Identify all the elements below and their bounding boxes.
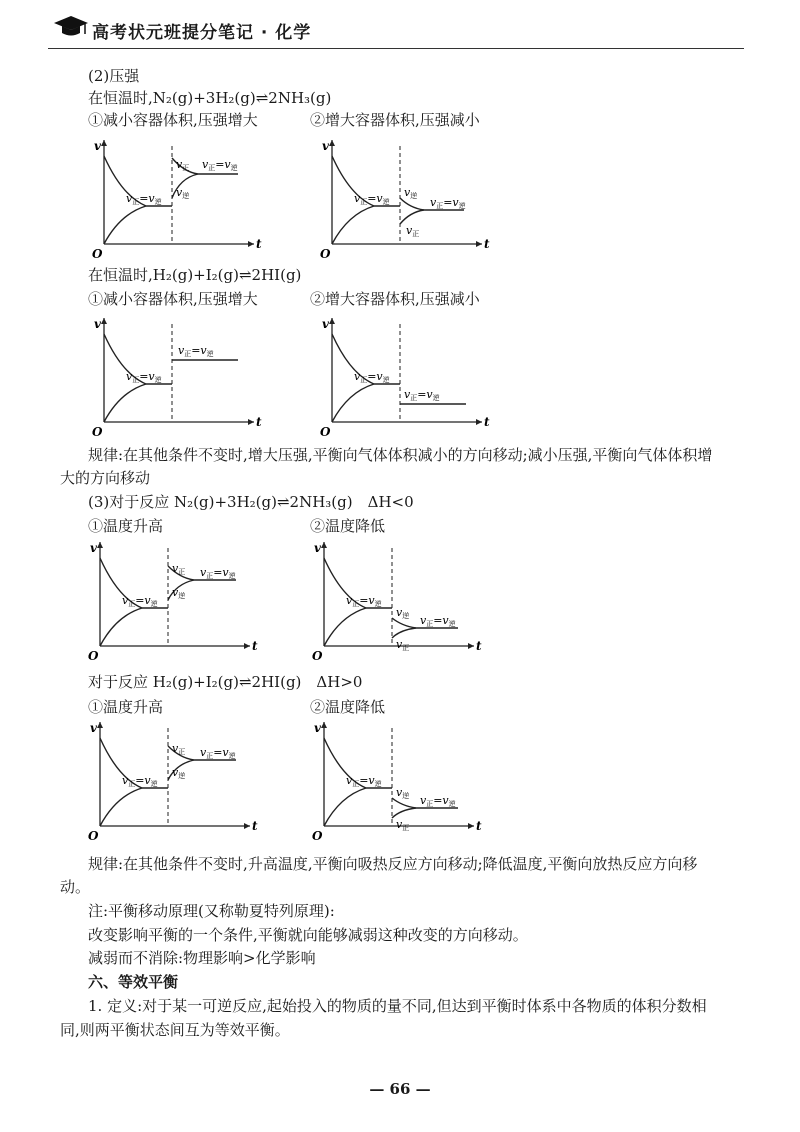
axis-arrow xyxy=(321,722,327,728)
rate-label: v逆 xyxy=(172,766,186,780)
vt-graph xyxy=(310,718,490,842)
header-title: 高考状元班提分笔记 · 化学 xyxy=(92,23,312,43)
axis-label-v: v xyxy=(314,541,321,555)
principle-note: 减弱而不消除:物理影响>化学影响 xyxy=(88,949,316,967)
rate-label: v正=v逆 xyxy=(200,566,236,580)
graduation-cap-icon xyxy=(54,16,88,38)
rate-label: v逆 xyxy=(172,586,186,600)
axis-label-v: v xyxy=(322,139,329,153)
vt-graph xyxy=(310,538,490,662)
rate-curve xyxy=(400,210,464,224)
rate-curve xyxy=(332,384,374,422)
axis-label-v: v xyxy=(90,721,97,735)
rule-temperature-cont: 动。 xyxy=(60,878,91,896)
rate-label: v正=v逆 xyxy=(346,594,382,608)
rate-label: v正=v逆 xyxy=(178,344,214,358)
definition-text-cont: 同,则两平衡状态间互为等效平衡。 xyxy=(60,1021,290,1039)
axis-arrow xyxy=(476,241,482,247)
rate-label: v正 xyxy=(176,158,190,172)
axis-arrow xyxy=(321,542,327,548)
rate-label: v正 xyxy=(172,742,186,756)
rate-label: v正=v逆 xyxy=(122,774,158,788)
vt-graph xyxy=(90,314,270,438)
rate-label: v正=v逆 xyxy=(126,192,162,206)
note-le-chatelier: 注:平衡移动原理(又称勒夏特列原理): xyxy=(88,902,335,920)
definition-text: 1. 定义:对于某一可逆反应,起始投入的物质的量不同,但达到平衡时体系中各物质的体积分数相 xyxy=(88,997,707,1015)
axis-arrow xyxy=(329,140,335,146)
axis-arrow xyxy=(97,722,103,728)
origin-label: O xyxy=(88,649,99,663)
axis-label-t: t xyxy=(252,819,258,833)
axis-label-t: t xyxy=(484,415,490,429)
principle-text: 改变影响平衡的一个条件,平衡就向能够减弱这种改变的方向移动。 xyxy=(88,926,528,944)
axis-label-v: v xyxy=(322,317,329,331)
case-label: ①减小容器体积,压强增大 xyxy=(88,111,258,129)
axis-arrow xyxy=(468,643,474,649)
section-heading: 六、等效平衡 xyxy=(88,973,179,991)
axis-label-t: t xyxy=(484,237,490,251)
vt-graph xyxy=(318,314,498,438)
axis-label-v: v xyxy=(94,139,101,153)
vt-graph xyxy=(318,136,498,260)
axis-arrow xyxy=(329,318,335,324)
section-pressure: (2)压强 xyxy=(88,67,140,85)
axis-arrow xyxy=(101,318,107,324)
rate-curve xyxy=(324,608,366,646)
rate-label: v正=v逆 xyxy=(122,594,158,608)
axis-arrow xyxy=(248,419,254,425)
rate-label: v正=v逆 xyxy=(354,370,390,384)
rate-label: v正 xyxy=(406,224,420,238)
reaction-hi-endo: 对于反应 H₂(g)+I₂(g)⇌2HI(g) ΔH>0 xyxy=(88,673,363,691)
rate-curve xyxy=(392,628,416,638)
rate-curve xyxy=(100,608,142,646)
section-temperature: (3)对于反应 N₂(g)+3H₂(g)⇌2NH₃(g) ΔH<0 xyxy=(88,493,414,511)
rate-curve xyxy=(104,206,146,244)
rule-pressure-cont: 大的方向移动 xyxy=(60,469,151,487)
rate-label: v逆 xyxy=(396,786,410,800)
axis-label-t: t xyxy=(256,415,262,429)
rate-label: v逆 xyxy=(404,186,418,200)
case-label: ①温度升高 xyxy=(88,517,164,535)
axis-label-t: t xyxy=(476,639,482,653)
axis-label-t: t xyxy=(476,819,482,833)
vt-graph xyxy=(86,718,266,842)
rate-label: v正=v逆 xyxy=(404,388,440,402)
axis-arrow xyxy=(244,823,250,829)
axis-label-t: t xyxy=(256,237,262,251)
rate-label: v逆 xyxy=(176,186,190,200)
rate-label: v正=v逆 xyxy=(430,196,466,210)
reaction-nh3: 在恒温时,N₂(g)+3H₂(g)⇌2NH₃(g) xyxy=(88,89,332,107)
origin-label: O xyxy=(92,247,103,261)
rate-label: v正 xyxy=(172,562,186,576)
vt-graph xyxy=(90,136,270,260)
origin-label: O xyxy=(312,649,323,663)
origin-label: O xyxy=(320,247,331,261)
axis-label-v: v xyxy=(94,317,101,331)
rule-pressure: 规律:在其他条件不变时,增大压强,平衡向气体体积减小的方向移动;减小压强,平衡向气体体积增 xyxy=(88,446,713,464)
rate-label: v正=v逆 xyxy=(346,774,382,788)
rate-curve xyxy=(104,384,146,422)
origin-label: O xyxy=(312,829,323,843)
axis-arrow xyxy=(476,419,482,425)
rate-label: v正 xyxy=(396,818,410,832)
case-label: ②温度降低 xyxy=(310,517,386,535)
axis-arrow xyxy=(468,823,474,829)
rate-label: v正=v逆 xyxy=(420,614,456,628)
rate-label: v正=v逆 xyxy=(420,794,456,808)
rate-label: v正 xyxy=(396,638,410,652)
rule-temperature: 规律:在其他条件不变时,升高温度,平衡向吸热反应方向移动;降低温度,平衡向放热反应方向移 xyxy=(88,855,698,873)
origin-label: O xyxy=(88,829,99,843)
case-label: ①减小容器体积,压强增大 xyxy=(88,290,258,308)
axis-arrow xyxy=(101,140,107,146)
case-label: ①温度升高 xyxy=(88,698,164,716)
rate-curve xyxy=(100,788,142,826)
axis-label-v: v xyxy=(90,541,97,555)
rate-label: v正=v逆 xyxy=(354,192,390,206)
rate-curve xyxy=(324,788,366,826)
axis-label-v: v xyxy=(314,721,321,735)
case-label: ②增大容器体积,压强减小 xyxy=(310,111,480,129)
rate-label: v正=v逆 xyxy=(200,746,236,760)
axis-arrow xyxy=(244,643,250,649)
rate-curve xyxy=(332,206,374,244)
origin-label: O xyxy=(320,425,331,439)
origin-label: O xyxy=(92,425,103,439)
case-label: ②增大容器体积,压强减小 xyxy=(310,290,480,308)
reaction-hi: 在恒温时,H₂(g)+I₂(g)⇌2HI(g) xyxy=(88,266,302,284)
axis-arrow xyxy=(248,241,254,247)
axis-arrow xyxy=(97,542,103,548)
page-number: — 66 — xyxy=(369,1080,431,1098)
vt-graph xyxy=(86,538,266,662)
page-header xyxy=(48,8,744,49)
axis-label-t: t xyxy=(252,639,258,653)
rate-label: v逆 xyxy=(396,606,410,620)
rate-label: v正=v逆 xyxy=(202,158,238,172)
case-label: ②温度降低 xyxy=(310,698,386,716)
rate-label: v正=v逆 xyxy=(126,370,162,384)
rate-curve xyxy=(392,808,416,818)
